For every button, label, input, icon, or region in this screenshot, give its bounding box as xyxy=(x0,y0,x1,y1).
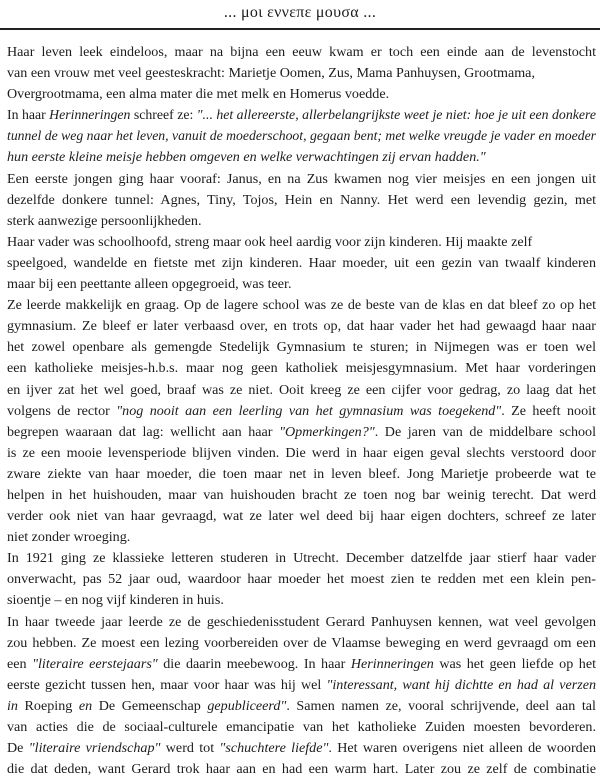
italic-text: "literaire vriendschap" xyxy=(28,740,161,757)
text-line xyxy=(7,738,596,759)
text-line xyxy=(7,169,596,190)
text-segment: van acties die de sociaal-culturele emancipatie van het katholieke Zuiden moesten bevorderen. xyxy=(7,719,596,735)
text-segment: De xyxy=(7,740,29,757)
text-segment: . Het waren overigens niet alleen de woorden xyxy=(328,740,596,757)
text-segment: In 1921 ging ze klassieke letteren studeren in Utrecht. December datzelfde jaar stierf haar vader xyxy=(7,550,596,567)
text-line xyxy=(7,717,596,738)
text-segment: De Gemeenschap xyxy=(98,697,201,714)
text-segment: Roeping xyxy=(24,697,73,714)
text-line xyxy=(7,506,596,527)
text-line xyxy=(7,464,596,485)
text-segment: is ze een mooie levensperiode blijven vinden. Die werd in haar eigen geval slechts verstoord door xyxy=(7,444,596,461)
text-segment: . De jaren van de middelbare school xyxy=(374,423,596,440)
text-segment: . Samen namen ze, vooral schrijvende, deel aan tal xyxy=(286,697,596,714)
text-segment: werd tot xyxy=(160,740,220,757)
text-line xyxy=(7,443,596,464)
text-line xyxy=(7,337,596,358)
text-segment: sioentje – en nog vijf kinderen in huis. xyxy=(7,592,224,609)
italic-text: en xyxy=(72,697,99,714)
text-segment: Haar leven leek eindeloos, maar na bijna een eeuw kwam er toch een einde aan de levenstocht xyxy=(7,44,596,60)
text-segment: begrepen waaraan dat lag: wellicht aan haar xyxy=(7,423,280,440)
text-line xyxy=(7,422,596,443)
text-segment: Een eerste jongen ging haar vooraf: Janus, en na Zus kwamen nog vier meisjes en een jongen uit xyxy=(7,170,596,187)
body-text xyxy=(7,42,596,780)
text-segment: helpen in het huishouden, maar van huishouden bracht ze toen nog bar weinig terecht. Dat werd xyxy=(7,486,596,503)
italic-text: Herinneringen xyxy=(49,107,131,124)
italic-text: hun eerste kleine meisje hebben omgeven en welke verwachtingen zij ervan hadden." xyxy=(7,149,486,166)
text-line xyxy=(7,42,596,63)
text-line xyxy=(7,358,596,379)
text-segment: gymnasium. Ze bleef er later verbaasd over, en trots op, dat haar vader het had gewaagd haar naar xyxy=(7,318,596,335)
text-line xyxy=(7,316,596,337)
text-line xyxy=(7,295,596,316)
italic-text: Herinneringen xyxy=(350,655,434,672)
text-segment: een katholieke meisjes-h.b.s. maar nog geen katholiek meisjesgymnasium. Met haar vorderingen xyxy=(7,360,596,377)
text-line xyxy=(7,590,596,611)
text-line xyxy=(7,569,596,590)
text-segment: Haar vader was schoolhoofd, streng maar ook heel aardig voor zijn kinderen. Hij maakte zelf xyxy=(7,233,533,250)
text-line xyxy=(7,274,596,295)
text-line xyxy=(7,190,596,211)
text-segment: sterk aanwezige persoonlijkheden. xyxy=(7,212,202,229)
text-segment: speelgoed, wandelde en fietste met zijn kinderen. Haar moeder, uit een gezin van twaalf kinderen xyxy=(7,254,596,271)
text-segment: zware ziekte van haar moeder, die toen maar net in leven bleef. Jong Marietje probeerde wat te xyxy=(7,465,596,482)
text-line xyxy=(7,612,596,633)
text-segment: . Ze heeft nooit xyxy=(501,402,596,419)
text-segment: onverwacht, pas 52 jaar oud, waardoor haar moeder het moest zien te redden met een klein pen- xyxy=(7,571,596,588)
text-line xyxy=(7,401,596,422)
header-rule xyxy=(0,28,600,30)
text-segment: het zowel openbare als gemengde Stedelijk Gymnasium te sturen; in Nijmegen was er toen wel xyxy=(7,339,596,356)
text-line xyxy=(7,147,596,168)
text-line xyxy=(7,105,596,126)
text-line xyxy=(7,759,596,780)
text-segment: die daarin meebewoog. In haar xyxy=(157,655,351,672)
italic-text: "literaire eerstejaars" xyxy=(32,655,158,672)
text-line xyxy=(7,675,596,696)
text-segment: volgens de rector xyxy=(7,402,117,419)
text-segment: van een vrouw met veel geesteskracht: Marietje Oomen, Zus, Mama Panhuysen, Grootmama, xyxy=(7,65,535,82)
text-line xyxy=(7,126,596,147)
text-segment: eerste gezicht tussen hen, maar voor haar was hij wel xyxy=(7,676,327,693)
italic-text: "schuchtere liefde" xyxy=(219,740,329,757)
text-segment: verder ook niet van haar gevraagd, wat ze later wel deed bij haar eigen dochters, schreef ze later xyxy=(7,508,596,525)
text-segment: In haar xyxy=(7,107,50,124)
text-segment: In haar tweede jaar leerde ze de geschiedenisstudent Gerard Panhuysen kennen, wat veel gevolgen xyxy=(7,613,596,630)
text-line xyxy=(7,253,596,274)
text-segment: en ijver zat het wel goed, braaf was ze niet. Ooit kreeg ze een cijfer voor gedrag, zo laag dat het xyxy=(7,381,596,398)
text-segment: zou hebben. Ze moest een lezing voorbereiden over de Vlaamse beweging en werd gevraagd om een xyxy=(7,634,596,651)
text-line xyxy=(7,211,596,232)
text-line xyxy=(7,696,596,717)
italic-text: in xyxy=(7,697,25,714)
italic-text: "Opmerkingen?" xyxy=(279,423,375,440)
text-segment: was het geen liefde op het xyxy=(433,655,596,672)
text-segment: schreef ze: xyxy=(130,107,197,124)
italic-text: "nog nooit aan een leerling van het gymnasium was toegekend" xyxy=(116,402,502,419)
running-title: ... μοι εννεπε μουσα ... xyxy=(223,4,377,21)
text-segment: die dat deden, want Gerard trok haar aan en had een warm hart. Later zou ze zelf de combinatie xyxy=(7,761,596,778)
italic-text: tunnel de weg naar het leven, vanuit de moederschoot, gegaan bent; met welke vreugde je vader en moeder xyxy=(7,128,596,145)
text-line xyxy=(7,548,596,569)
text-line xyxy=(7,485,596,506)
italic-text: "... het allereerste, allerbelangrijkste weet je niet: hoe je uit een donkere xyxy=(196,107,596,124)
text-line xyxy=(7,633,596,654)
text-line xyxy=(7,84,596,105)
text-line xyxy=(7,527,596,548)
text-segment: Overgrootmama, een alma mater die met melk en Homerus voedde. xyxy=(7,86,390,103)
text-segment: maar bij een peettante alleen opgegroeid, was teer. xyxy=(7,276,292,293)
text-line xyxy=(7,654,596,675)
text-line xyxy=(7,380,596,401)
italic-text: gepubliceerd" xyxy=(200,697,287,714)
text-segment: een xyxy=(7,655,33,672)
text-segment: dezelfde donkere tunnel: Agnes, Tiny, Tojos, Hein en Nanny. Het werd een levendig gezin, met xyxy=(7,191,596,208)
text-line xyxy=(7,232,596,253)
text-segment: Ze leerde makkelijk en graag. Op de lagere school was ze de beste van de klas en dat bleef zo op het xyxy=(7,297,596,314)
text-line xyxy=(7,63,596,84)
text-segment: niet zonder wroeging. xyxy=(7,529,131,546)
italic-text: "interessant, want hij dichtte en had al verzen xyxy=(326,676,596,693)
